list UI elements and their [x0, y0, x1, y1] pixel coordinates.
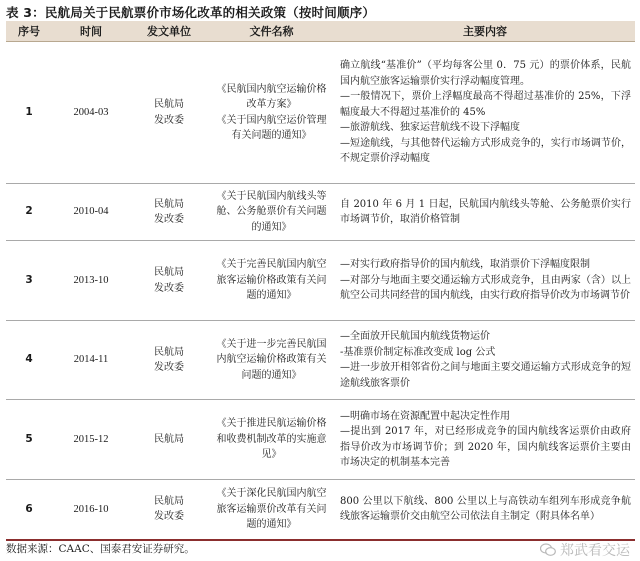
- row-date: 2014-11: [52, 321, 130, 400]
- unit-line: 民航局: [154, 495, 184, 507]
- row-content: [335, 400, 635, 480]
- content-line: 确立航线“基准价”（平均每客公里 0．75 元）的票价体系，民航国内航空旅客运输票价实行浮动幅度管理。: [340, 60, 631, 87]
- row-content: [335, 321, 635, 400]
- row-docs: [208, 321, 335, 400]
- unit-line: 发改委: [154, 214, 184, 225]
- doc-title: 《关于国内航空运价管理有关问题的通知》: [216, 114, 327, 141]
- row-unit: [130, 184, 208, 241]
- unit-line: 发改委: [154, 362, 184, 373]
- content-line: —明确市场在资源配置中起决定性作用: [340, 410, 510, 422]
- row-date: 2015-12: [52, 400, 130, 480]
- row-date: 2013-10: [52, 241, 130, 321]
- content-line: —提出到 2017 年，对已经形成竞争的国内航线客运票价由政府指导价改为市场调节价；到 2020 年，国内航线客运票价主要由市场决定的机制基本完善: [340, 426, 631, 468]
- table-row: [6, 480, 635, 540]
- row-docs: [208, 480, 335, 540]
- header-unit: 发文单位: [130, 21, 208, 42]
- row-content: [335, 241, 635, 321]
- row-number: 3: [6, 241, 52, 321]
- row-docs: [208, 400, 335, 480]
- content-line: —全面放开民航国内航线货物运价: [340, 331, 490, 342]
- table-row: [6, 241, 635, 321]
- row-number: 4: [6, 321, 52, 400]
- header-no: 序号: [6, 21, 52, 42]
- row-unit: [130, 400, 208, 480]
- content-line: —对部分与地面主要交通运输方式形成竞争，且由两家（含）以上航空公司共同经营的国内航线，由实行政府指导价改为市场调节价: [340, 274, 631, 302]
- watermark-text: 郑武看交运: [560, 543, 630, 559]
- row-docs: [208, 42, 335, 184]
- row-number: 6: [6, 480, 52, 540]
- row-number: 2: [6, 184, 52, 241]
- table-row: [6, 184, 635, 241]
- content-line: -基准票价制定标准改变成 log 公式: [340, 346, 496, 358]
- row-number: 1: [6, 42, 52, 184]
- content-line: —旅游航线、独家运营航线不设下浮幅度: [340, 122, 520, 134]
- chat-bubbles-icon: [540, 543, 556, 557]
- table-row: [6, 42, 635, 184]
- row-date: 2004-03: [52, 42, 130, 184]
- content-line: —对实行政府指导价的国内航线，取消票价下浮幅度限制: [340, 259, 590, 271]
- content-line: 自 2010 年 6 月 1 日起，民航国内航线头等舱、公务舱票价实行市场调节价，取消价格管制: [340, 198, 631, 225]
- table-title: 表 3：民航局关于民航票价市场化改革的相关政策（按时间顺序）: [6, 5, 376, 20]
- row-unit: [130, 321, 208, 400]
- table-row: [6, 321, 635, 400]
- header-date: 时间: [52, 21, 130, 42]
- unit-line: 发改委: [154, 114, 184, 126]
- row-content: [335, 184, 635, 241]
- row-docs: [208, 184, 335, 241]
- unit-line: 发改委: [154, 282, 184, 294]
- watermark: [540, 540, 630, 560]
- row-content: [335, 480, 635, 540]
- unit-line: 民航局: [154, 198, 184, 210]
- unit-line: 发改委: [154, 511, 184, 523]
- unit-line: 民航局: [154, 267, 184, 278]
- content-line: —一般情况下，票价上浮幅度最高不得超过基准价的 25%，下浮幅度最大不得超过基准价的 45%: [340, 91, 631, 118]
- doc-title: 《关于完善民航国内航空旅客运输价格政策有关问题的通知》: [216, 259, 327, 302]
- header-row: [6, 21, 635, 42]
- row-content: [335, 42, 635, 184]
- policy-table: [6, 21, 635, 541]
- content-line: 800 公里以下航线、800 公里以上与高铁动车组列车形成竞争航线旅客运输票价交由航空公司依法自主制定（附具体名单）: [340, 495, 631, 523]
- doc-title: 《民航国内航空运输价格改革方案》: [216, 83, 327, 110]
- row-date: 2016-10: [52, 480, 130, 540]
- content-line: —短途航线，与其他替代运输方式形成竞争的，实行市场调节价，不规定票价浮动幅度: [340, 137, 631, 165]
- unit-line: 民航局: [154, 346, 184, 358]
- row-unit: [130, 241, 208, 321]
- row-unit: [130, 42, 208, 184]
- table-row: [6, 400, 635, 480]
- doc-title: 《关于推进民航运输价格和收费机制改革的实施意见》: [216, 418, 327, 461]
- row-docs: [208, 241, 335, 321]
- doc-title: 《关于民航国内航线头等舱、公务舱票价有关问题的通知》: [216, 190, 327, 233]
- doc-title: 《关于深化民航国内航空旅客运输票价改革有关问题的通知》: [216, 488, 327, 530]
- row-number: 5: [6, 400, 52, 480]
- header-docs: 文件名称: [208, 21, 335, 42]
- unit-line: 民航局: [154, 99, 184, 110]
- header-content: 主要内容: [335, 21, 635, 42]
- content-line: —进一步放开相邻省份之间与地面主要交通运输方式形成竞争的短途航线旅客票价: [340, 362, 631, 389]
- row-unit: [130, 480, 208, 540]
- source-note: 数据来源：CAAC、国泰君安证券研究。: [6, 543, 195, 555]
- doc-title: 《关于进一步完善民航国内航空运输价格政策有关问题的通知》: [216, 338, 327, 381]
- unit-line: 民航局: [154, 433, 184, 445]
- row-date: 2010-04: [52, 184, 130, 241]
